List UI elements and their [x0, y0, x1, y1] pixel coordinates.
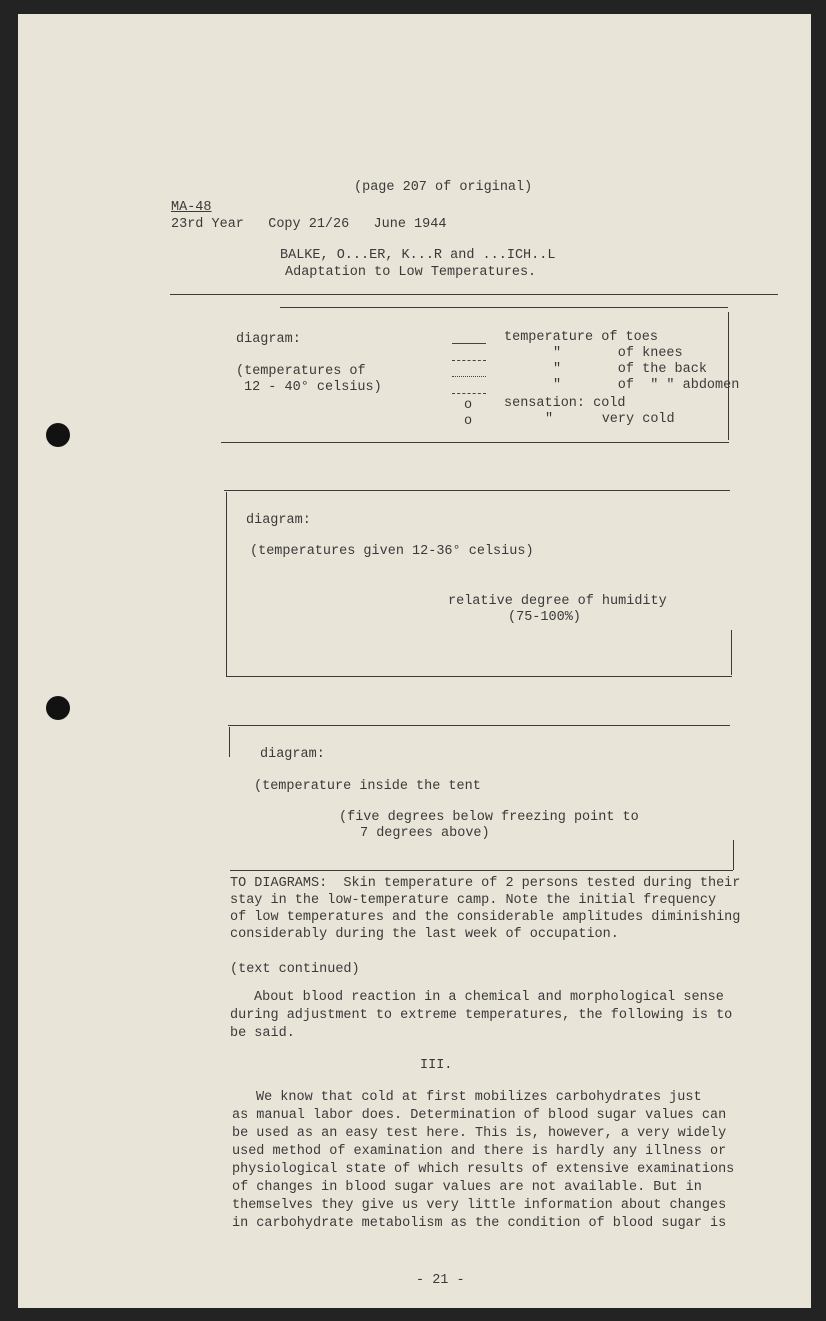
- caption-line4: considerably during the last week of occupation.: [230, 927, 619, 942]
- page-number: - 21 -: [416, 1273, 465, 1288]
- para1-line1: About blood reaction in a chemical and morphological sense: [254, 990, 724, 1005]
- para2-line5: physiological state of which results of extensive examinations: [232, 1162, 735, 1177]
- legend-circle-icon-very-cold: o: [464, 414, 473, 429]
- para1-line2: during adjustment to extreme temperatures, the following is to: [230, 1008, 733, 1023]
- text-continued: (text continued): [230, 962, 360, 977]
- diagram3-note: (temperature inside the tent: [254, 779, 481, 794]
- diagram3-top-border: [228, 725, 730, 726]
- diagram3-left-border: [229, 727, 230, 757]
- diagram2-top-border: [224, 490, 730, 491]
- diagram2-bottom-border: [226, 676, 732, 677]
- document-ref: MA-48: [171, 200, 212, 215]
- header-line: 23rd Year Copy 21/26 June 1944: [171, 217, 447, 232]
- diagram3-range-line1: (five degrees below freezing point to: [339, 810, 639, 825]
- legend-text-abdomen: " of " " abdomen: [553, 378, 740, 393]
- legend-solid-line-icon: [452, 343, 486, 344]
- para2-line7: themselves they give us very little information about changes: [232, 1198, 727, 1213]
- diagram1-note-line2: 12 - 40° celsius): [244, 380, 382, 395]
- legend-dashdot-line-icon: [452, 376, 486, 377]
- legend-text-toes: temperature of toes: [504, 330, 658, 345]
- caption-line2: stay in the low-temperature camp. Note the initial frequency: [230, 893, 717, 908]
- para2-line3: be used as an easy test here. This is, however, a very widely: [232, 1126, 727, 1141]
- legend-text-back: " of the back: [553, 362, 707, 377]
- para1-line3: be said.: [230, 1026, 295, 1041]
- original-page-note: (page 207 of original): [354, 180, 533, 195]
- diagram1-label: diagram:: [236, 332, 301, 347]
- diagram2-note: (temperatures given 12-36° celsius): [250, 544, 534, 559]
- diagram1-top-border: [280, 307, 728, 308]
- diagram3-right-border: [733, 840, 734, 870]
- title-rule: [170, 294, 778, 295]
- para2-line8: in carbohydrate metabolism as the condition of blood sugar is: [232, 1216, 727, 1231]
- diagram2-humidity-range: (75-100%): [508, 610, 581, 625]
- diagram3-range-line2: 7 degrees above): [360, 826, 490, 841]
- document-title: Adaptation to Low Temperatures.: [285, 265, 537, 280]
- diagram1-bottom-border: [221, 442, 729, 443]
- legend-circle-icon-cold: o: [464, 398, 473, 413]
- diagram2-right-border: [731, 630, 732, 675]
- legend-text-knees: " of knees: [553, 346, 683, 361]
- punch-hole-bottom: [46, 696, 70, 720]
- caption-line1: TO DIAGRAMS: Skin temperature of 2 persons tested during their: [230, 876, 741, 891]
- diagram3-label: diagram:: [260, 747, 325, 762]
- punch-hole-top: [46, 423, 70, 447]
- caption-line3: of low temperatures and the considerable amplitudes diminishing: [230, 910, 741, 925]
- section-heading: III.: [420, 1058, 453, 1073]
- diagram1-right-border: [728, 312, 729, 440]
- legend-text-cold: sensation: cold: [504, 396, 626, 411]
- legend-dashed-line-icon: [452, 360, 486, 361]
- diagram2-humidity-label: relative degree of humidity: [448, 594, 667, 609]
- para2-line2: as manual labor does. Determination of blood sugar values can: [232, 1108, 727, 1123]
- document-page: [18, 14, 811, 1308]
- diagram3-bottom-border: [230, 870, 733, 871]
- para2-line4: used method of examination and there is hardly any illness or: [232, 1144, 727, 1159]
- para2-line6: of changes in blood sugar values are not available. But in: [232, 1180, 702, 1195]
- diagram2-label: diagram:: [246, 513, 311, 528]
- diagram1-note-line1: (temperatures of: [236, 364, 366, 379]
- legend-text-very-cold: " very cold: [545, 412, 675, 427]
- para2-line1: We know that cold at first mobilizes carbohydrates just: [256, 1090, 702, 1105]
- authors: BALKE, O...ER, K...R and ...ICH..L: [280, 248, 556, 263]
- legend-long-dash-line-icon: [452, 393, 486, 394]
- diagram2-left-border: [226, 492, 227, 676]
